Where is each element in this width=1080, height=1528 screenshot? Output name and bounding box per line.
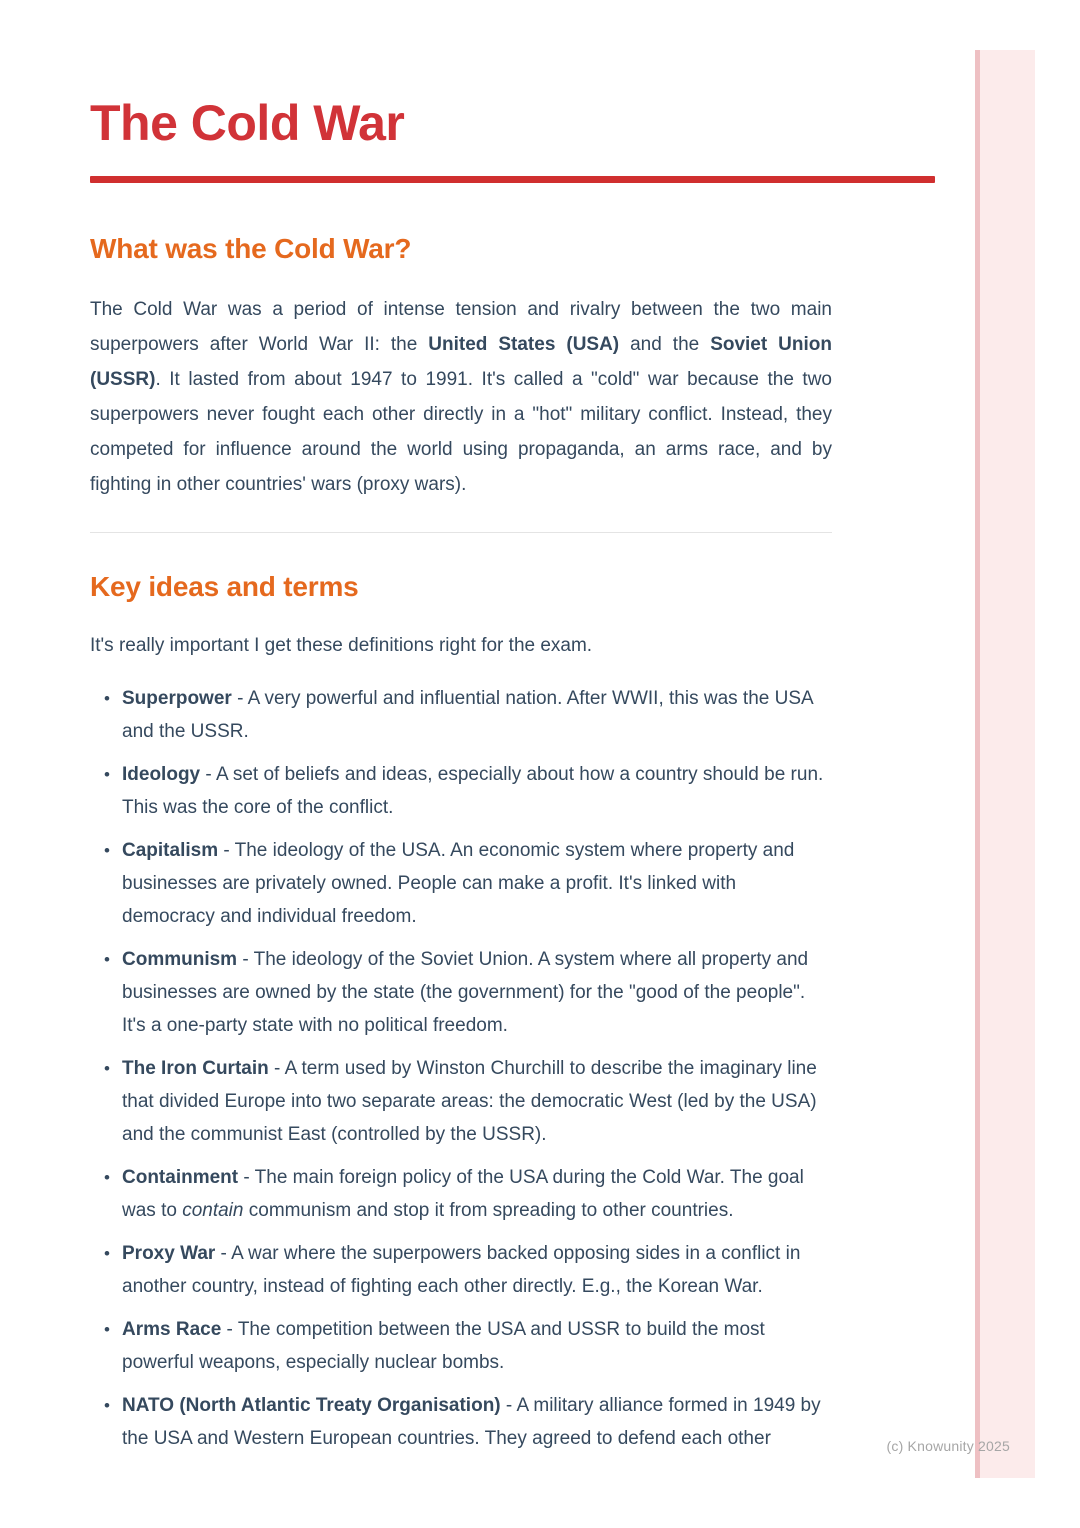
- term-text: [122, 1161, 832, 1227]
- term-item-iron-curtain: [90, 1052, 832, 1151]
- term-label: NATO (North Atlantic Treaty Organisation): [122, 1395, 501, 1416]
- term-label: Ideology: [122, 764, 201, 785]
- bullet-icon: •: [104, 1168, 110, 1187]
- term-text: [122, 1313, 832, 1379]
- paragraph-text: and the: [619, 334, 711, 355]
- term-item-capitalism: [90, 834, 832, 933]
- term-item-containment: [90, 1161, 832, 1227]
- term-item-communism: [90, 943, 832, 1042]
- term-definition: - A term used by Winston Churchill to describe the imaginary line that divided Europe into two separate areas: the democratic West (led by the USA) and the communist East (controlled by the USSR).: [122, 1058, 817, 1145]
- paragraph-bold-text: Soviet Union (USSR): [90, 334, 832, 390]
- term-definition-italic: contain: [182, 1200, 244, 1221]
- decorative-margin-stripe: [975, 50, 1035, 1478]
- term-item-proxy-war: [90, 1237, 832, 1303]
- term-label: Proxy War: [122, 1243, 216, 1264]
- term-definition: - A war where the superpowers backed opposing sides in a conflict in another country, instead of fighting each other directly. E.g., the Korean War.: [122, 1243, 801, 1297]
- term-text: [122, 1052, 832, 1151]
- bullet-icon: •: [104, 765, 110, 784]
- bullet-icon: •: [104, 950, 110, 969]
- term-text: [122, 1389, 832, 1455]
- intro-paragraph: [90, 292, 832, 502]
- term-definition: - A set of beliefs and ideas, especially about how a country should be run. This was the core of the conflict.: [122, 764, 824, 818]
- term-label: Communism: [122, 949, 238, 970]
- section-heading-key-ideas: Key ideas and terms: [90, 571, 359, 602]
- section-heading-what-was-cold-war: What was the Cold War?: [90, 233, 412, 264]
- term-definition: communism and stop it from spreading to other countries.: [243, 1200, 734, 1221]
- bullet-icon: •: [104, 1320, 110, 1339]
- bullet-icon: •: [104, 689, 110, 708]
- term-item-arms-race: [90, 1313, 832, 1379]
- paragraph-text: . It lasted from about 1947 to 1991. It's called a "cold" war because the two superpowers never fought each other directly in a "hot" military conflict. Instead, they competed for influence around the world using propaganda, an arms race, and by fighting in other countries' wars (proxy wars).: [90, 369, 832, 495]
- key-terms-list: [90, 682, 832, 1455]
- section-divider: [90, 532, 832, 533]
- term-definition: - A very powerful and influential nation. After WWII, this was the USA and the USSR.: [122, 688, 813, 742]
- term-item-superpower: [90, 682, 832, 748]
- term-label: Capitalism: [122, 840, 219, 861]
- bullet-icon: •: [104, 841, 110, 860]
- paragraph-bold-text: United States (USA): [428, 334, 620, 355]
- term-label: Containment: [122, 1167, 239, 1188]
- term-label: Superpower: [122, 688, 232, 709]
- term-text: [122, 682, 832, 748]
- bullet-icon: •: [104, 1059, 110, 1078]
- term-text: [122, 758, 832, 824]
- term-label: The Iron Curtain: [122, 1058, 269, 1079]
- terms-intro-text: It's really important I get these definitions right for the exam.: [90, 635, 593, 656]
- term-definition: - The ideology of the Soviet Union. A system where all property and businesses are owned by the state (the government) for the "good of the people". It's a one-party state with no political freedom.: [122, 949, 809, 1036]
- term-definition: - The main foreign policy of the USA during the Cold War. The goal was to: [122, 1167, 804, 1221]
- bullet-icon: •: [104, 1244, 110, 1263]
- term-text: [122, 943, 832, 1042]
- term-definition: - The competition between the USA and USSR to build the most powerful weapons, especially nuclear bombs.: [122, 1319, 765, 1373]
- term-definition: - A military alliance formed in 1949 by the USA and Western European countries. They agreed to defend each other: [122, 1395, 821, 1449]
- term-text: [122, 1237, 832, 1303]
- term-item-nato: [90, 1389, 832, 1455]
- term-label: Arms Race: [122, 1319, 222, 1340]
- title-rule: [90, 176, 935, 183]
- term-text: [122, 834, 832, 933]
- paragraph-text: The Cold War was a period of intense tension and rivalry between the two main superpowers after World War II: the: [90, 299, 832, 355]
- term-item-ideology: [90, 758, 832, 824]
- watermark: (c) Knowunity 2025: [886, 1438, 1010, 1454]
- page-title: The Cold War: [90, 95, 405, 151]
- document-page: [90, 0, 832, 1465]
- term-definition: - The ideology of the USA. An economic system where property and businesses are privately owned. People can make a profit. It's linked with democracy and individual freedom.: [122, 840, 795, 927]
- bullet-icon: •: [104, 1396, 110, 1415]
